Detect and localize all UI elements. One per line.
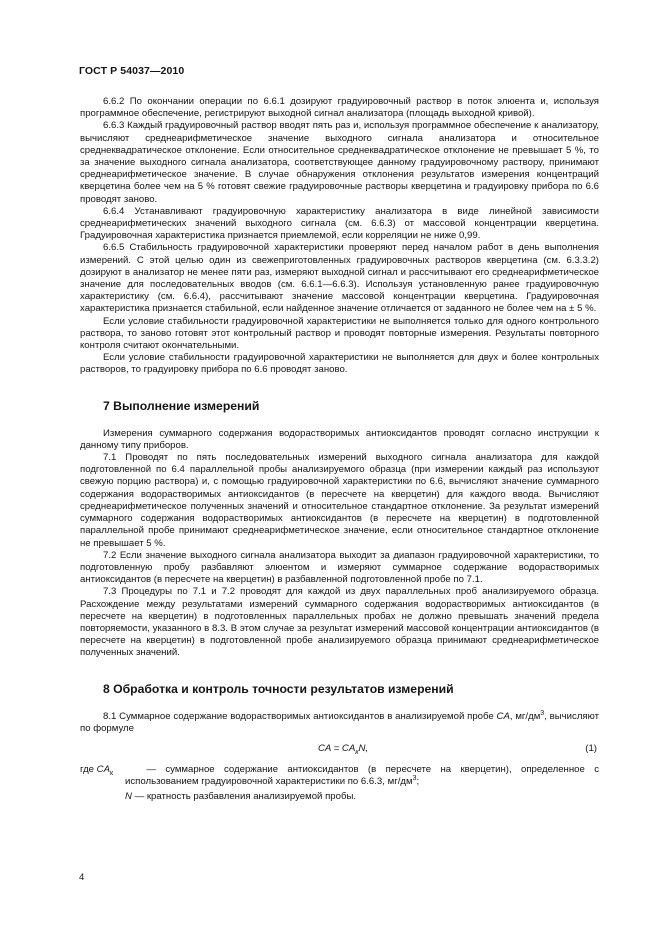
- paragraph-8-1: [80, 711, 599, 735]
- paragraph-7-3: 7.3 Процедуры по 7.1 и 7.2 проводят для каждой из двух параллельных проб анализируемого образца. Расхождение между результатами измерений суммарного содержания водорастворимых антиоксидантов (в пересчете на кверцетин) в подготовленных параллельных пробах не должно превышать значений предела повторяемости, указанного в 8.3. В этом случае за результат измерений массовой концентрации антиоксидантов (в пересчете на кверцетин) в подготовленной пробе анализируемого образца принимают среднеарифметическое полученных значений.: [80, 586, 599, 659]
- p81-sup: 3: [540, 709, 545, 717]
- formula-number: (1): [585, 742, 597, 754]
- section-7-heading: 7 Выполнение измерений: [103, 398, 260, 413]
- p81-end: , вычисляют по формуле: [80, 710, 599, 734]
- where-var: CA: [96, 763, 110, 775]
- formula-legend-n: [80, 791, 599, 803]
- formula-1: [80, 743, 599, 755]
- paragraph-6-6-3: 6.6.3 Каждый градуировочный раствор вводят пять раз и, используя программное обеспечение к анализатору, вычисляют среднеарифметическое значение выходного сигнала анализатора и относительное среднеквадратическое отклонение. Если относительное среднеквадратическое отклонение не превышает 5 %, то за значение выходного сигнала анализатора, соответствующее данному градуировочному раствору, принимают среднеарифметическое значение. В случае обнаружения отклонения результатов измерения концентраций кверцетина более чем на 5 % готовят свежие градуировочные растворы кверцетина и градуировку прибора по 6.6 проводят заново.: [80, 120, 599, 205]
- where-end: ;: [416, 776, 420, 788]
- page-body: [80, 96, 599, 804]
- paragraph-7-2: 7.2 Если значение выходного сигнала анализатора выходит за диапазон градуировочной характеристики, то подготовленную пробу разбавляют элюентом и измеряют суммарное содержание водорастворимых антиоксидантов (в пересчете на кверцетин) в разбавленной подготовленной пробе по 7.1.: [80, 549, 599, 586]
- legend-body: [125, 764, 599, 788]
- section-8-heading: 8 Обработка и контроль точности результатов измерений: [103, 681, 454, 696]
- formula-sub: к: [355, 748, 359, 756]
- n-text: — кратность разбавления анализируемой пробы.: [131, 791, 357, 803]
- paragraph-7-intro: Измерения суммарного содержания водорастворимых антиоксидантов проводят согласно инструкции к данному типу приборов.: [80, 427, 599, 451]
- where-sub: к: [110, 769, 114, 777]
- paragraph-stability-single: Если условие стабильности градуировочной характеристики не выполняется только для одного контрольного раствора, то заново готовят этот контрольный раствор и проводят повторные измерения. Результаты повторного контроля считают окончательными.: [80, 315, 599, 352]
- where-sup: 3: [412, 774, 417, 782]
- formula-expression: [318, 743, 368, 755]
- where-prefix: где: [80, 763, 97, 775]
- document-header: ГОСТ Р 54037—2010: [79, 65, 185, 77]
- formula-legend-ca: [80, 764, 599, 788]
- formula-rhs: N,: [358, 742, 369, 754]
- p81-sep: , мг/дм: [509, 710, 541, 722]
- legend-label: [80, 764, 113, 776]
- p81-var: CA: [496, 710, 510, 722]
- paragraph-stability-multiple: Если условие стабильности градуировочной характеристики не выполняется для двух и более контрольных растворов, то градуировку прибора по 6.6 проводят заново.: [80, 352, 599, 376]
- p81-text: 8.1 Суммарное содержание водорастворимых антиоксидантов в анализируемой пробе: [103, 710, 497, 722]
- paragraph-6-6-4: 6.6.4 Устанавливают градуировочную характеристику анализатора в виде линейной зависимости среднеарифметических значений выходного сигнала (см. 6.6.3) от массовой концентрации кверцетина. Градуировочная характеристика признается приемлемой, если корреляции не ниже 0,99.: [80, 205, 599, 242]
- n-var: N: [125, 791, 132, 803]
- paragraph-6-6-2: 6.6.2 По окончании операции по 6.6.1 дозируют градуировочный раствор в поток элюента и, используя программное обеспечение, регистрируют выходной сигнал анализатора (площадь выходной кривой).: [80, 96, 599, 120]
- formula-lhs: CA = CA: [318, 742, 356, 754]
- where-text: — суммарное содержание антиоксидантов (в пересчете на кверцетин), определенное с использованием градуировочной характеристики по 6.6.3, мг/дм: [125, 763, 599, 788]
- page-number: 4: [79, 872, 85, 883]
- paragraph-7-1: 7.1 Проводят по пять последовательных измерений выходного сигнала анализатора для каждой подготовленной по 6.4 параллельной пробы анализируемого образца (при измерении каждый раз используют свежую порцию раствора) и, с помощью градуировочной характеристики по 6.6, вычисляют значение суммарного содержания водорастворимых антиоксидантов (в пересчете на кверцетин) для каждого ввода. Вычисляют среднеарифметическое полученных значений и относительное стандартное отклонение. За результат измерений суммарного содержания водорастворимых антиоксидантов (в пересчете на кверцетин) в подготовленной параллельной пробе принимают среднеарифметическое значение, если относительное стандартное отклонение не превышает 5 %.: [80, 452, 599, 549]
- paragraph-6-6-5: 6.6.5 Стабильность градуировочной характеристики проверяют перед началом работ в день выполнения измерений. С этой целью один из свежеприготовленных градуировочных растворов кверцетина (см. 6.3.3.2) дозируют в анализатор не менее пяти раз, измеряют выходной сигнал и рассчитывают его среднеарифметическое значение для последовательных вводов (см. 6.6.1—6.6.3). Используя установленную ранее градуировочную характеристику (см. 6.6.4), рассчитывают значение массовой концентрации кверцетина. Градуировочная характеристика признается стабильной, если найденное значение отличается от заданного не более чем на ± 5 %.: [80, 242, 599, 315]
